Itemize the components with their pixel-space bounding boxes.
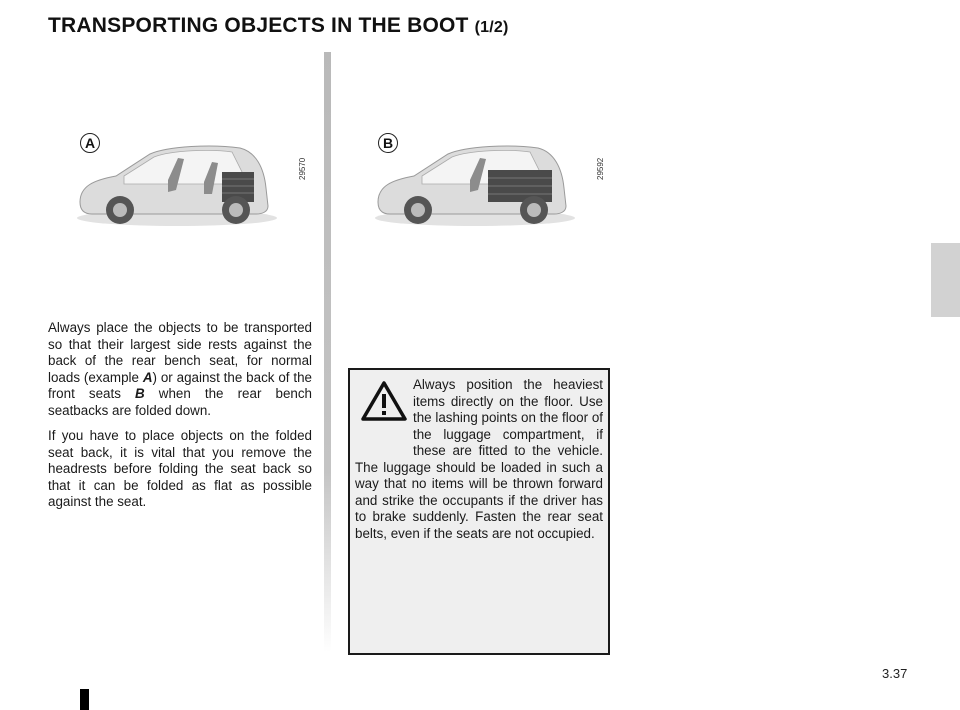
car-cutaway-illustration-b [370,132,575,232]
car-cutaway-illustration-a [72,132,277,232]
page-number: 3.37 [882,666,908,681]
figure-reference: A [142,369,153,385]
chapter-side-tab [931,243,960,317]
title-part-indicator: (1/2) [474,19,509,36]
text-run: ) or against the back of the front seats [48,369,312,401]
icon-spacer [355,377,413,459]
figure-a [72,132,317,232]
page-edge-marker [80,689,89,710]
figure-reference-code: 29570 [298,157,307,180]
warning-text-container [355,377,603,542]
warning-text: Always position the heaviest items directly on the floor. Use the lashing points on the floor of the luggage compartment, if these are fitted to the vehicle. The luggage should be loaded in such a way that no items will be thrown forward and strike the occupants if the driver has to brake suddenly. Fasten the rear seat belts, even if the seats are not occupied. [355,377,603,541]
text-run: Always place the objects to be transported so that their largest side rests against the back of the rear bench seat, for normal loads (example [48,320,312,385]
figure-reference: B [135,386,145,401]
title-text: TRANSPORTING OBJECTS IN THE BOOT [48,14,469,37]
page-title [48,14,509,38]
instructions-text [48,320,312,520]
warning-box [348,368,610,655]
figure-letter-a: A [80,133,100,153]
figure-b [370,132,615,232]
figure-reference-code: 29592 [596,157,605,180]
text-run: when the rear bench seatbacks are folded down. [48,386,312,418]
column-divider [324,52,331,652]
figure-letter-b: B [378,133,398,153]
paragraph-load-placement [48,320,312,419]
paragraph-headrests: If you have to place objects on the folded seat back, it is vital that you remove the headrests before folding the seat back so that it can be folded as flat as possible against the seat. [48,428,312,509]
